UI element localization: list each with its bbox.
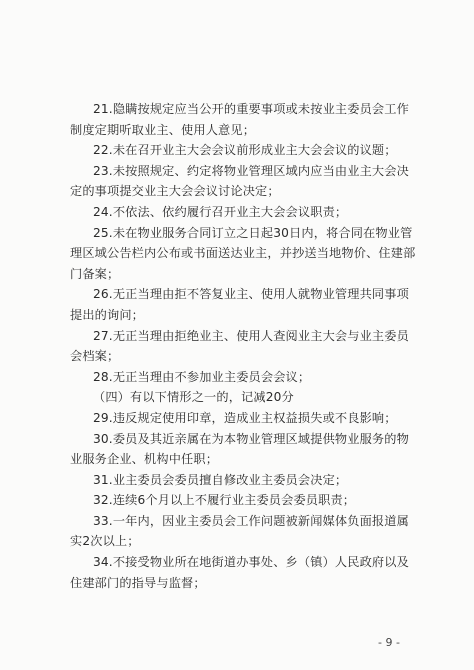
text-line: 理区域公告栏内公布或书面送达业主，并抄送当地物价、住建部 <box>70 246 416 261</box>
text-line: 业服务企业、机构中任职； <box>70 452 219 467</box>
text-line: 25.未在物业服务合同订立之日起30日内，将合同在物业管 <box>93 225 413 240</box>
text-line: 制度定期听取业主、使用人意见； <box>70 122 256 137</box>
text-line: 实2次以上； <box>70 534 140 549</box>
text-line: 会档案； <box>70 349 120 364</box>
document-body <box>70 99 418 593</box>
text-line: 29.违反规定使用印章，造成业主权益损失或不良影响； <box>93 410 397 425</box>
text-line: 住建部门的指导与监督； <box>70 575 206 590</box>
text-line: 31.业主委员会委员擅自修改业主委员会决定； <box>93 472 348 487</box>
text-line: 定的事项提交业主大会会议讨论决定； <box>70 184 280 199</box>
page-number: - 9 - <box>378 636 400 649</box>
text-line: 28.无正当理由不参加业主委员会会议； <box>93 369 311 384</box>
text-line: 30.委员及其近亲属在为本物业管理区域提供物业服务的物 <box>93 431 409 446</box>
text-line: 提出的询问； <box>70 307 145 322</box>
text-line: 32.连续6个月以上不履行业主委员会委员职责； <box>93 493 356 508</box>
text-line: 24.不依法、依约履行召开业主大会会议职责； <box>93 204 348 219</box>
text-line: 23.未按照规定、约定将物业管理区域内应当由业主大会决 <box>93 163 409 178</box>
section-heading: （四）有以下情形之一的，记减20分 <box>93 390 294 405</box>
text-line: 26.无正当理由拒不答复业主、使用人就物业管理共同事项 <box>93 287 409 302</box>
text-line: 34.不接受物业所在地街道办事处、乡（镇）人民政府以及 <box>93 555 409 570</box>
text-line: 33.一年内，因业主委员会工作问题被新闻媒体负面报道属 <box>93 513 409 528</box>
text-line: 27.无正当理由拒绝业主、使用人查阅业主大会与业主委员 <box>93 328 409 343</box>
text-line: 21.隐瞒按规定应当公开的重要事项或未按业主委员会工作 <box>93 102 409 116</box>
text-line: 22.未在召开业主大会会议前形成业主大会会议的议题； <box>93 143 397 158</box>
text-line: 门备案； <box>70 266 120 281</box>
